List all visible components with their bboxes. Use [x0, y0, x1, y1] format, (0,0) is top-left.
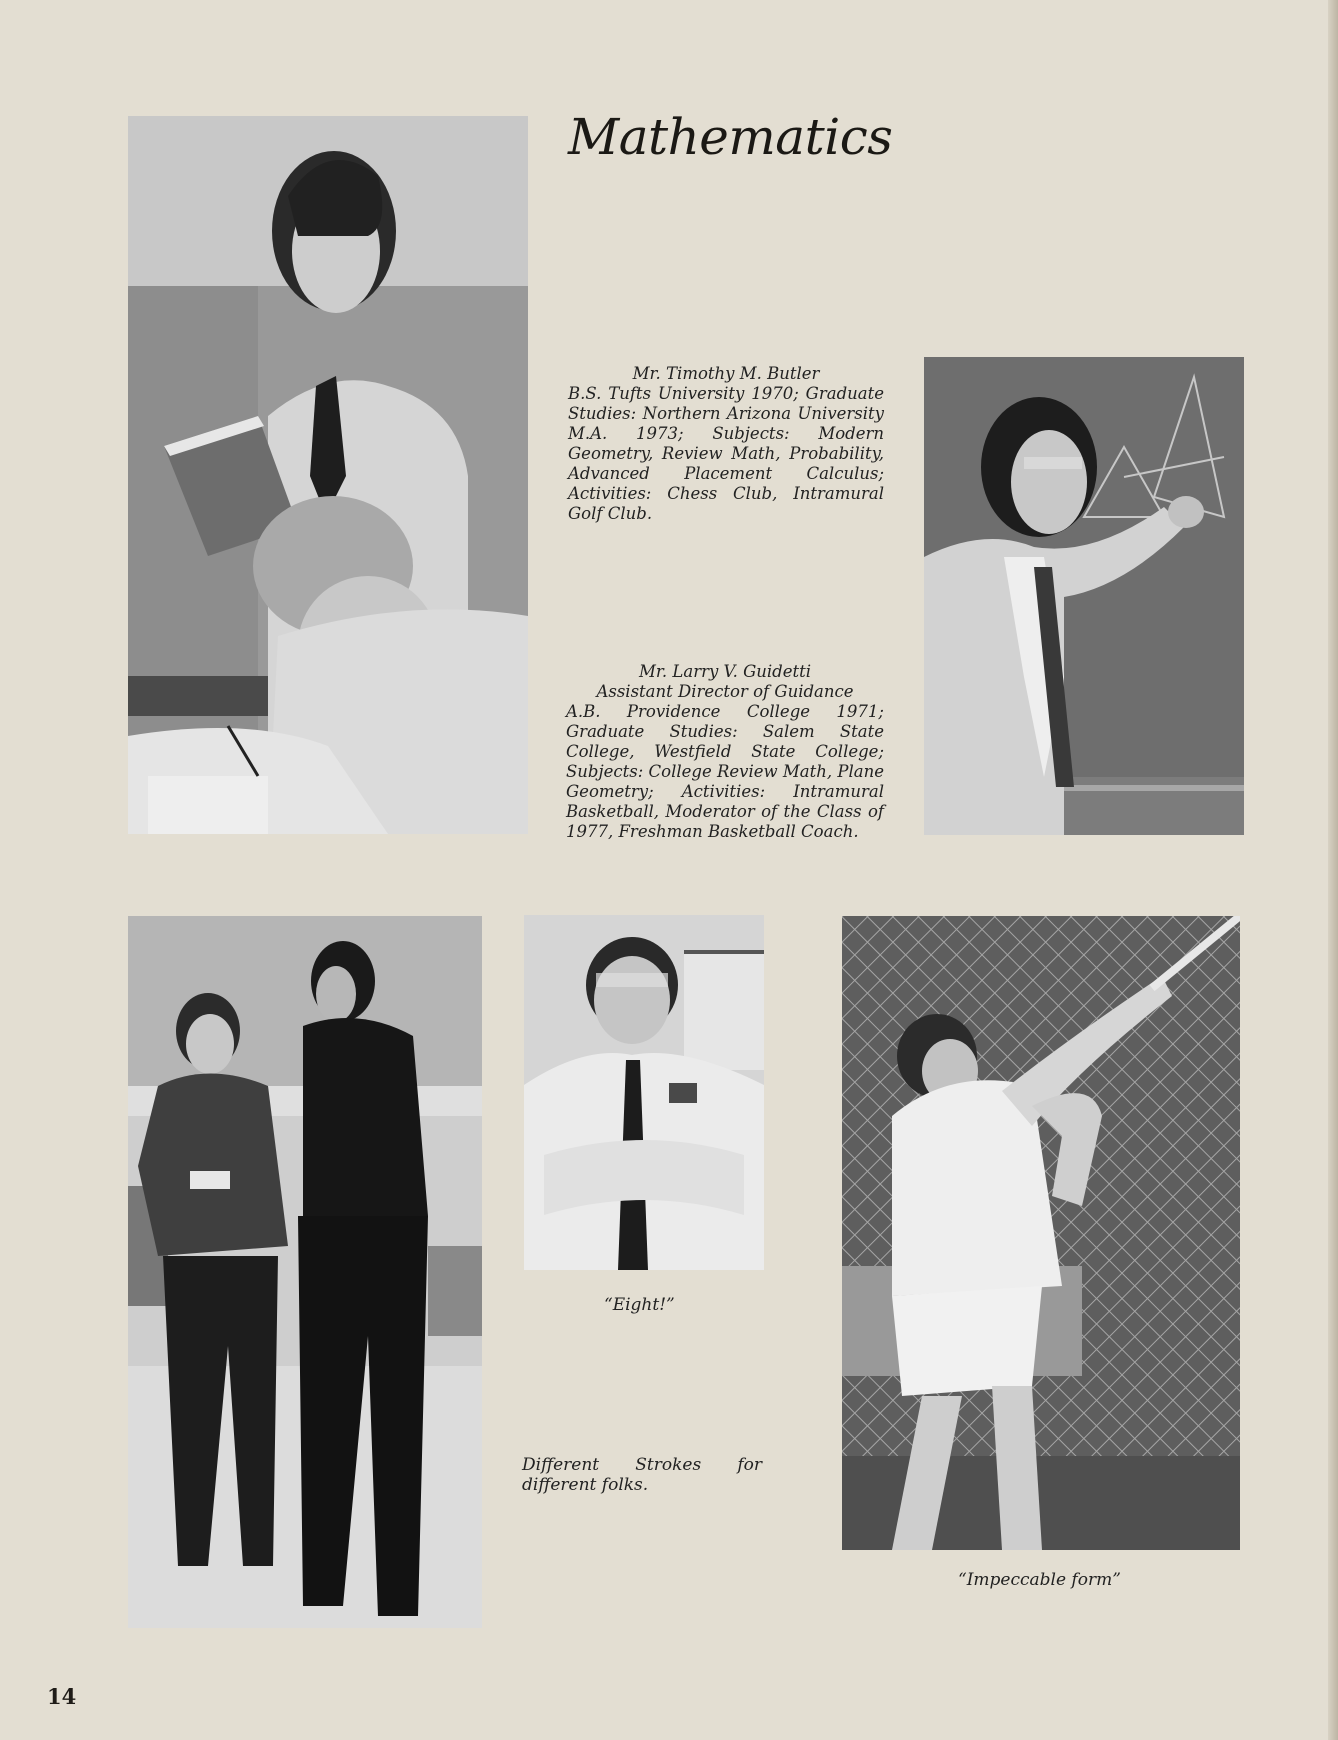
bio-text: B.S. Tufts University 1970; Graduate Studies: Northern Arizona University M.A. 1973; Subjects: Modern Geometry, Review Math, Probability, Advanced Placement Calculus; Activities: Chess Club, Intramural Golf Club. — [568, 384, 884, 523]
photo-tennis-swing — [842, 916, 1240, 1550]
bio-guidetti — [566, 662, 884, 842]
photo-teacher-with-book — [128, 116, 528, 834]
bio-name: Mr. Larry V. Guidetti — [638, 662, 812, 681]
photo-two-men-talking — [128, 916, 482, 1628]
page-number: 14 — [47, 1684, 77, 1709]
photo-portrait-arms-crossed — [524, 915, 764, 1270]
bio-name: Mr. Timothy M. Butler — [632, 364, 820, 383]
photo-teacher-at-chalkboard — [924, 357, 1244, 835]
page-edge — [1328, 0, 1338, 1740]
page-title: Mathematics — [568, 108, 893, 166]
caption-different-strokes: Different Strokes for different folks. — [522, 1455, 762, 1495]
bio-butler — [568, 364, 884, 524]
bio-role: Assistant Director of Guidance — [596, 682, 854, 701]
bio-text: A.B. Providence College 1971; Graduate Studies: Salem State College, Westfield State College; Subjects: College Review Math, Plane Geometry; Activities: Intramural Basketball, Moderator of the Class of 1977, Freshman Basketball Coach. — [566, 702, 884, 841]
caption-impeccable-form: “Impeccable form” — [958, 1570, 1121, 1590]
caption-eight: “Eight!” — [604, 1295, 675, 1315]
